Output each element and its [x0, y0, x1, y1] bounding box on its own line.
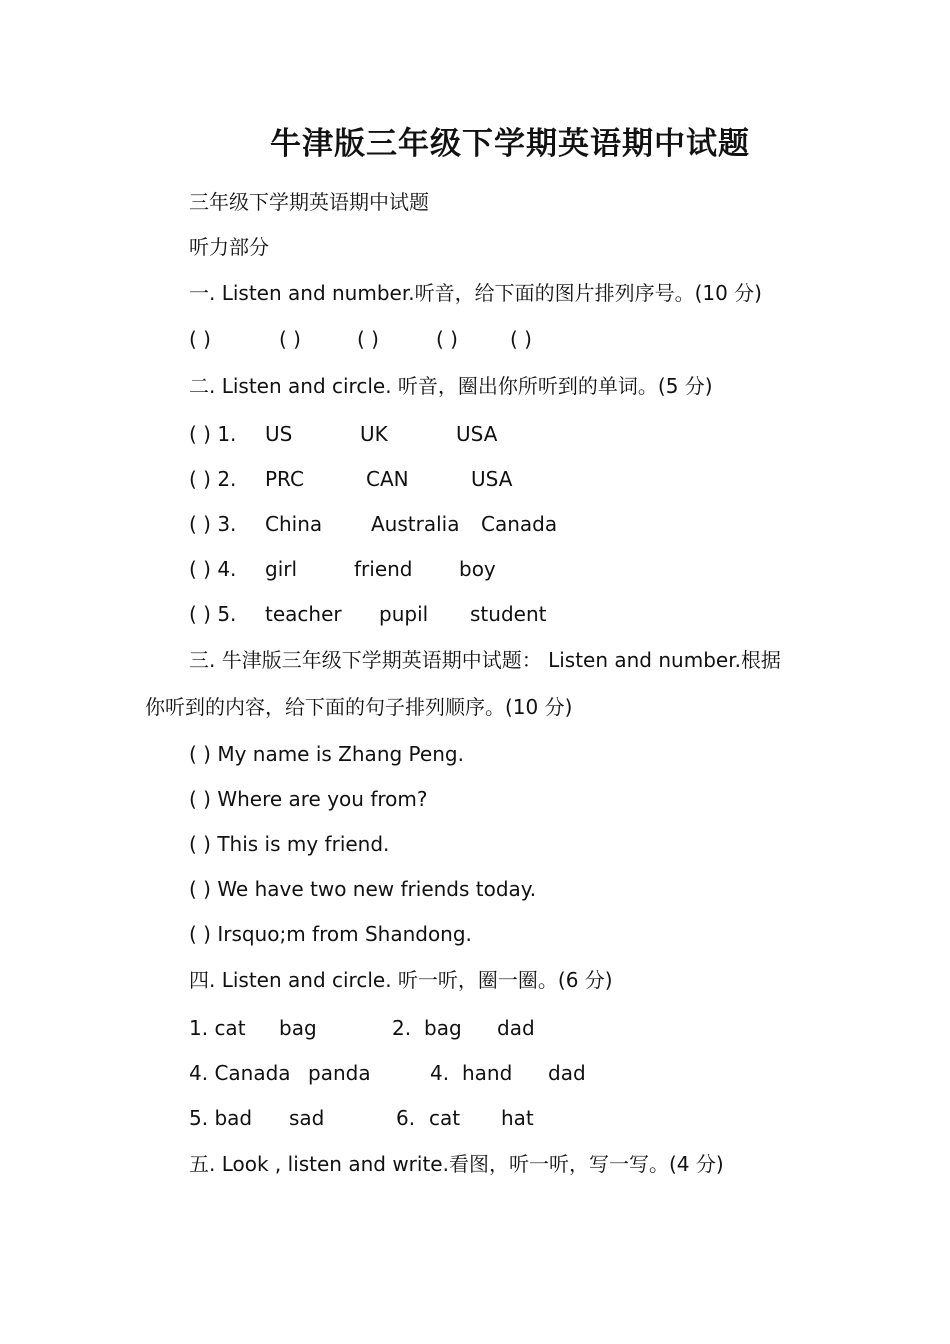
q4-number: 6. [396, 1106, 416, 1130]
q4-row [189, 1059, 609, 1087]
q2-word: PRC [265, 467, 304, 491]
q2-row [189, 465, 589, 493]
q2-word: friend [354, 557, 413, 581]
q3-sentence: ( ) Where are you from? [189, 787, 428, 811]
q2-word: student [470, 602, 547, 626]
q2-word: pupil [379, 602, 429, 626]
q1-heading: 一. Listen and number.听音，给下面的图片排列序号。(10 分) [189, 281, 762, 305]
q1-blank: ( ) [189, 327, 211, 351]
q4-word: sad [289, 1106, 325, 1130]
q5-heading: 五. Look , listen and write.看图，听一听，写一写。(4 分) [189, 1152, 724, 1176]
q2-word: boy [459, 557, 496, 581]
subtitle: 三年级下学期英语期中试题 [189, 190, 429, 214]
q2-number: ( ) 4. [189, 557, 237, 581]
q2-heading: 二. Listen and circle. 听音，圈出你所听到的单词。(5 分) [189, 374, 713, 398]
q4-number: 4. [430, 1061, 450, 1085]
q4-word: hat [501, 1106, 534, 1130]
q2-number: ( ) 2. [189, 467, 237, 491]
q3-heading-continued: 你听到的内容，给下面的句子排列顺序。(10 分) [145, 695, 573, 719]
q2-number: ( ) 1. [189, 422, 237, 446]
q2-word: CAN [366, 467, 409, 491]
q2-row [189, 420, 589, 448]
q4-heading: 四. Listen and circle. 听一听，圈一圈。(6 分) [189, 968, 613, 992]
q3-sentence: ( ) My name is Zhang Peng. [189, 742, 464, 766]
q3-sentence: ( ) Irsquo;m from Shandong. [189, 922, 472, 946]
q1-blank: ( ) [436, 327, 458, 351]
q4-word: 1. cat [189, 1016, 246, 1040]
q2-word: Canada [481, 512, 558, 536]
q4-word: 5. bad [189, 1106, 253, 1130]
q2-word: USA [456, 422, 498, 446]
q2-word: UK [360, 422, 388, 446]
q2-row [189, 510, 589, 538]
q3-heading: 三. 牛津版三年级下学期英语期中试题： Listen and number.根据 [189, 648, 781, 672]
q3-sentence: ( ) This is my friend. [189, 832, 390, 856]
q4-word: dad [548, 1061, 586, 1085]
q1-blanks-row [189, 325, 589, 353]
q4-row [189, 1014, 589, 1042]
q2-row [189, 555, 589, 583]
q2-number: ( ) 3. [189, 512, 237, 536]
q2-word: girl [265, 557, 298, 581]
q4-row [189, 1104, 589, 1132]
q2-row [189, 600, 589, 628]
q2-word: China [265, 512, 323, 536]
q4-word: bag [424, 1016, 462, 1040]
q4-word: panda [308, 1061, 371, 1085]
section-label: 听力部分 [189, 235, 269, 259]
q2-word: USA [471, 467, 513, 491]
q2-word: Australia [371, 512, 460, 536]
q4-word: cat [429, 1106, 461, 1130]
q4-word: bag [279, 1016, 317, 1040]
q1-blank: ( ) [279, 327, 301, 351]
q4-word: hand [462, 1061, 513, 1085]
q3-sentence: ( ) We have two new friends today. [189, 877, 537, 901]
q4-word: dad [497, 1016, 535, 1040]
q2-number: ( ) 5. [189, 602, 237, 626]
q4-number: 2. [392, 1016, 412, 1040]
q1-blank: ( ) [510, 327, 532, 351]
q1-blank: ( ) [357, 327, 379, 351]
q2-word: US [265, 422, 293, 446]
q2-word: teacher [265, 602, 342, 626]
q4-word: 4. Canada [189, 1061, 291, 1085]
page-title: 牛津版三年级下学期英语期中试题 [270, 126, 750, 162]
